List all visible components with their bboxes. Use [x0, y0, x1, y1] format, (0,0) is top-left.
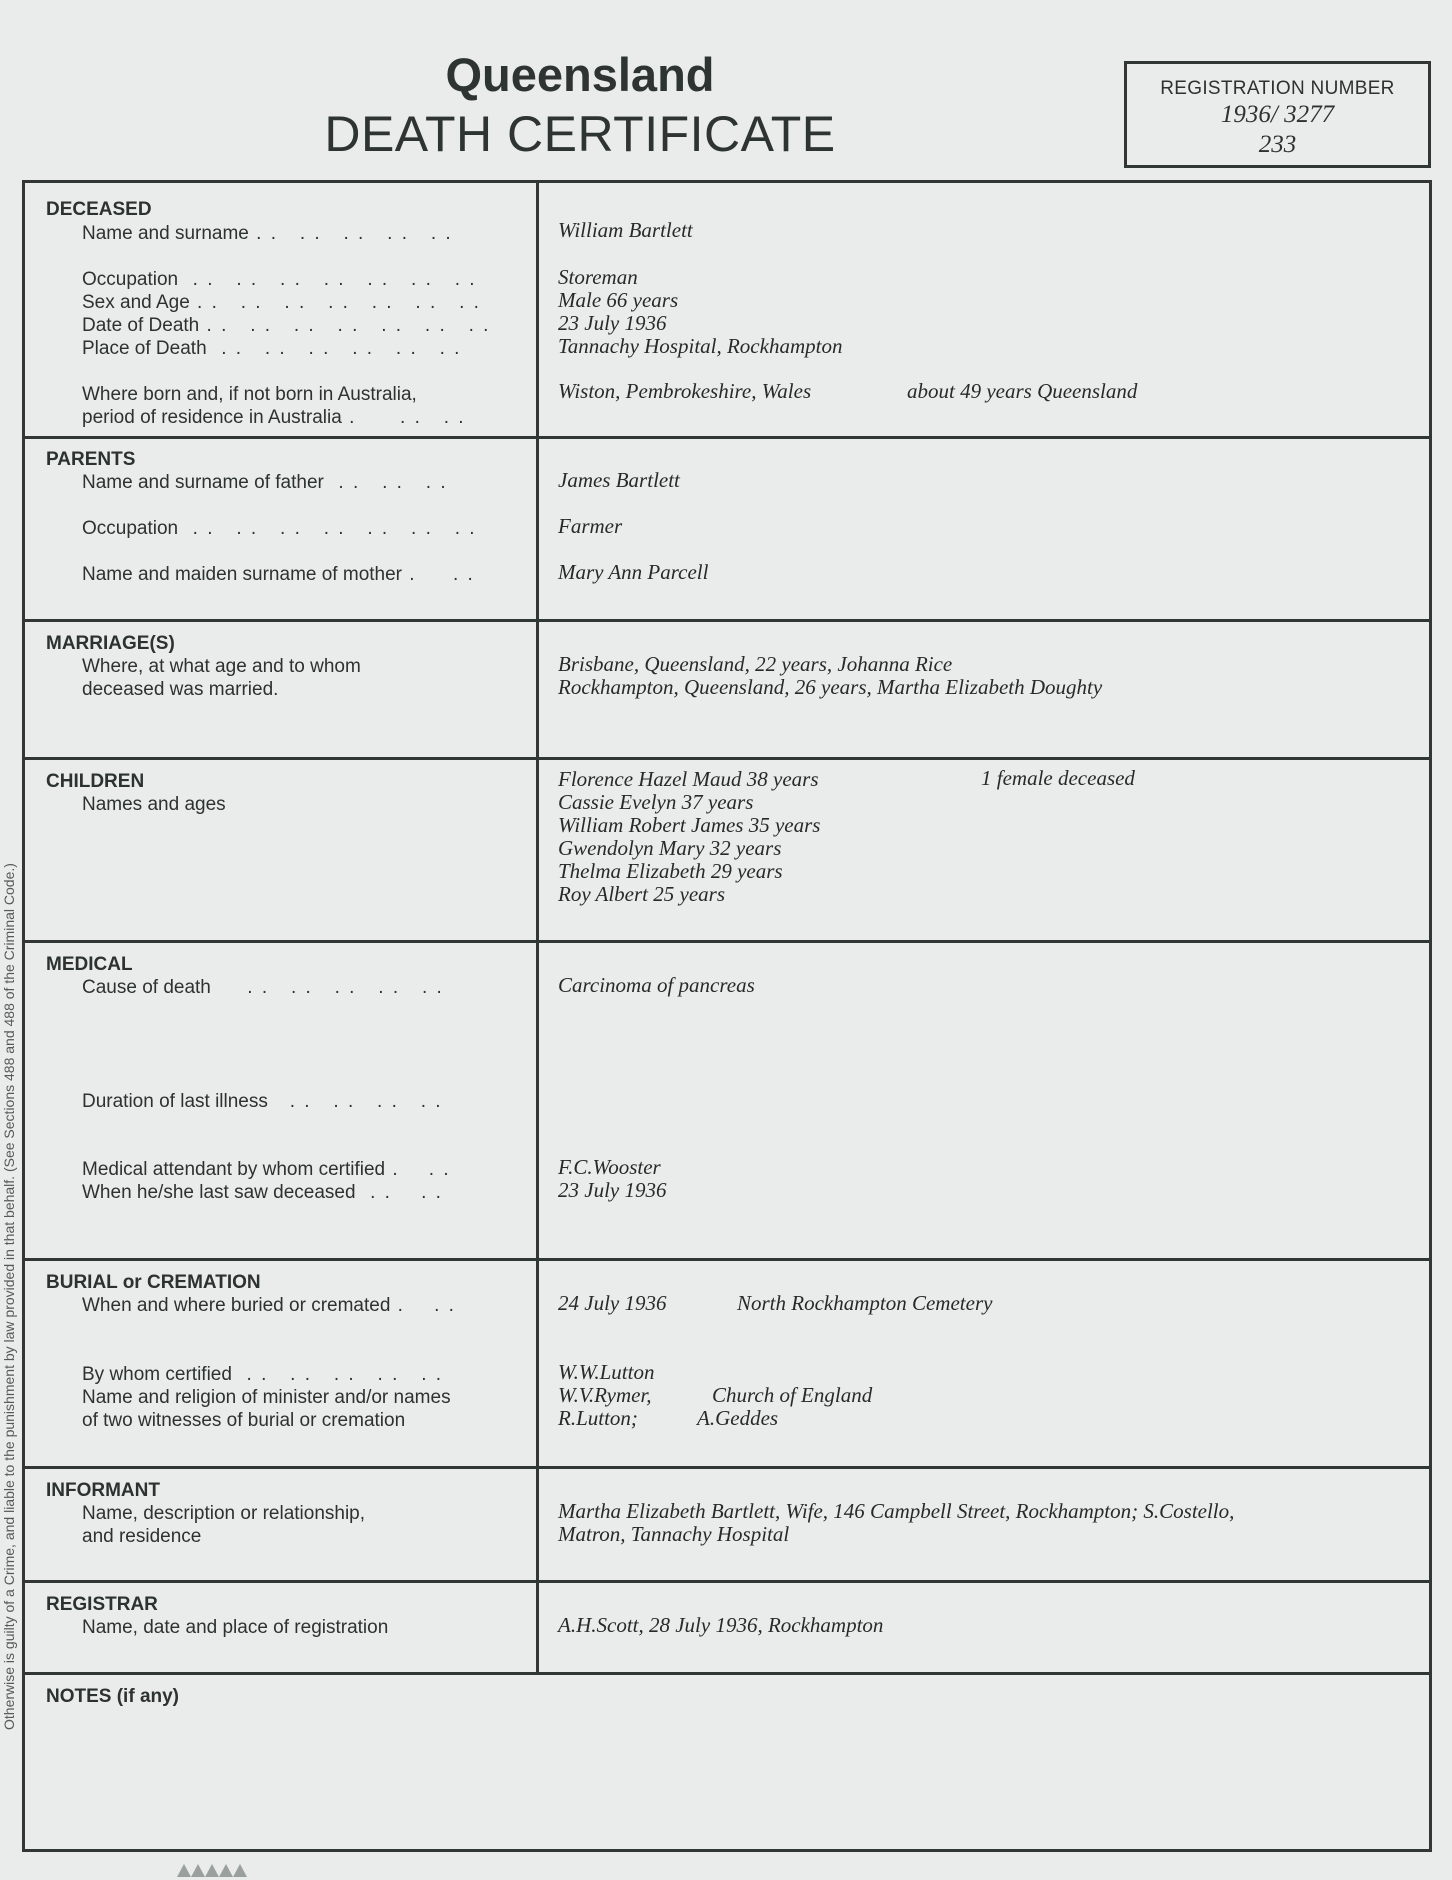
side-legal-note: Otherwise is guilty of a Crime, and liable to the punishment by law provided in that behalf. (See Sections 488 and 488 of the Criminal Code.): [1, 863, 17, 1730]
section-heading-registrar: REGISTRAR: [46, 1594, 158, 1615]
value-informant-line-1: Martha Elizabeth Bartlett, Wife, 146 Campbell Street, Rockhampton; S.Costello,: [558, 1499, 1235, 1523]
value-deceased-residence: about 49 years Queensland: [907, 379, 1138, 403]
value-child-2: Cassie Evelyn 37 years: [558, 790, 754, 814]
registration-label: REGISTRATION NUMBER: [1160, 78, 1395, 99]
section-heading-children: CHILDREN: [46, 771, 145, 792]
value-informant-line-2: Matron, Tannachy Hospital: [558, 1522, 790, 1546]
value-child-5: Thelma Elizabeth 29 years: [558, 859, 783, 883]
divider-informant: [25, 1466, 1429, 1469]
label-registrar: Name, date and place of registration: [82, 1617, 389, 1638]
value-deceased-born: Wiston, Pembrokeshire, Wales: [558, 379, 812, 403]
label-medical-attendant: Medical attendant by whom certified . . .: [82, 1159, 451, 1180]
value-child-3: William Robert James 35 years: [558, 813, 821, 837]
registration-number: 1936/ 3277: [1220, 101, 1335, 128]
section-heading-marriages: MARRIAGE(S): [46, 633, 175, 654]
label-duration-illness: Duration of last illness . . . . . . . .: [82, 1091, 443, 1112]
registration-sub-number: 233: [1258, 131, 1297, 158]
certificate-form: [22, 180, 1432, 1852]
registration-number-box: [1124, 61, 1431, 168]
label-children: Names and ages: [82, 794, 226, 815]
section-heading-parents: PARENTS: [46, 449, 136, 470]
label-mother: Name and maiden surname of mother . . .: [82, 564, 475, 585]
bottom-decorative-mark: [175, 1862, 275, 1877]
divider-children: [25, 757, 1429, 760]
value-marriage-2: Rockhampton, Queensland, 26 years, Martha Elizabeth Doughty: [558, 675, 1103, 699]
label-deceased-sex-age: Sex and Age . . . . . . . . . . . . . .: [82, 292, 481, 313]
label-informant-2: and residence: [82, 1526, 202, 1547]
divider-notes: [25, 1672, 1429, 1675]
divider-registrar: [25, 1580, 1429, 1583]
section-heading-notes: NOTES (if any): [46, 1686, 180, 1707]
label-minister-1: Name and religion of minister and/or names: [82, 1387, 451, 1408]
value-witness-2: A.Geddes: [697, 1406, 779, 1430]
value-deceased-date: 23 July 1936: [558, 311, 667, 335]
value-burial-certified: W.W.Lutton: [558, 1360, 655, 1384]
label-cause-of-death: Cause of death . . . . . . . . . .: [82, 977, 444, 998]
label-informant-1: Name, description or relationship,: [82, 1503, 366, 1524]
divider-marriages: [25, 619, 1429, 622]
value-child-6: Roy Albert 25 years: [558, 882, 725, 906]
label-father-occupation: Occupation . . . . . . . . . . . . . .: [82, 518, 477, 539]
label-minister-2: of two witnesses of burial or cremation: [82, 1410, 406, 1431]
section-heading-medical: MEDICAL: [46, 954, 133, 975]
value-witness-1: R.Lutton;: [558, 1406, 638, 1430]
value-child-4: Gwendolyn Mary 32 years: [558, 836, 782, 860]
value-medical-attendant: F.C.Wooster: [558, 1155, 661, 1179]
border-pattern-icon: [175, 1862, 275, 1877]
label-last-saw: When he/she last saw deceased . . . .: [82, 1182, 443, 1203]
divider-burial: [25, 1258, 1429, 1261]
title-document: DEATH CERTIFICATE: [324, 106, 836, 162]
label-father: Name and surname of father . . . . . .: [82, 472, 448, 493]
label-deceased-place: Place of Death . . . . . . . . . . . .: [82, 338, 462, 359]
label-marriages-2: deceased was married.: [82, 679, 279, 700]
value-registrar: A.H.Scott, 28 July 1936, Rockhampton: [558, 1613, 884, 1637]
value-deceased-name: William Bartlett: [558, 218, 693, 242]
label-marriages-1: Where, at what age and to whom: [82, 656, 361, 677]
value-religion: Church of England: [712, 1383, 873, 1407]
label-deceased-name: Name and surname . . . . . . . . . .: [82, 223, 453, 244]
value-child-1: Florence Hazel Maud 38 years: [558, 767, 819, 791]
value-mother: Mary Ann Parcell: [558, 560, 709, 584]
value-last-saw: 23 July 1936: [558, 1178, 667, 1202]
title-state: Queensland: [445, 48, 715, 101]
value-deceased-occupation: Storeman: [558, 265, 638, 289]
section-heading-burial: BURIAL or CREMATION: [46, 1272, 261, 1293]
value-cause-of-death: Carcinoma of pancreas: [558, 973, 755, 997]
label-deceased-born-2: period of residence in Australia . . . . .: [82, 407, 466, 428]
section-heading-deceased: DECEASED: [46, 199, 152, 220]
divider-medical: [25, 940, 1429, 943]
value-minister: W.V.Rymer,: [558, 1383, 652, 1407]
value-burial-date: 24 July 1936: [558, 1291, 667, 1315]
certificate-title: [300, 46, 860, 164]
value-burial-place: North Rockhampton Cemetery: [737, 1291, 993, 1315]
value-children-note: 1 female deceased: [981, 766, 1135, 790]
label-burial-certified: By whom certified . . . . . . . . . .: [82, 1364, 444, 1385]
label-deceased-occupation: Occupation . . . . . . . . . . . . . .: [82, 269, 477, 290]
value-deceased-sex-age: Male 66 years: [558, 288, 679, 312]
value-father-occupation: Farmer: [558, 514, 623, 538]
label-burial-when-where: When and where buried or cremated . . .: [82, 1295, 456, 1316]
value-deceased-place: Tannachy Hospital, Rockhampton: [558, 334, 843, 358]
value-marriage-1: Brisbane, Queensland, 22 years, Johanna Rice: [558, 652, 953, 676]
divider-parents: [25, 436, 1429, 439]
label-deceased-date: Date of Death . . . . . . . . . . . . . .: [82, 315, 491, 336]
column-divider: [536, 183, 539, 1672]
section-heading-informant: INFORMANT: [46, 1480, 160, 1501]
label-deceased-born-1: Where born and, if not born in Australia,: [82, 384, 417, 405]
value-father: James Bartlett: [558, 468, 680, 492]
